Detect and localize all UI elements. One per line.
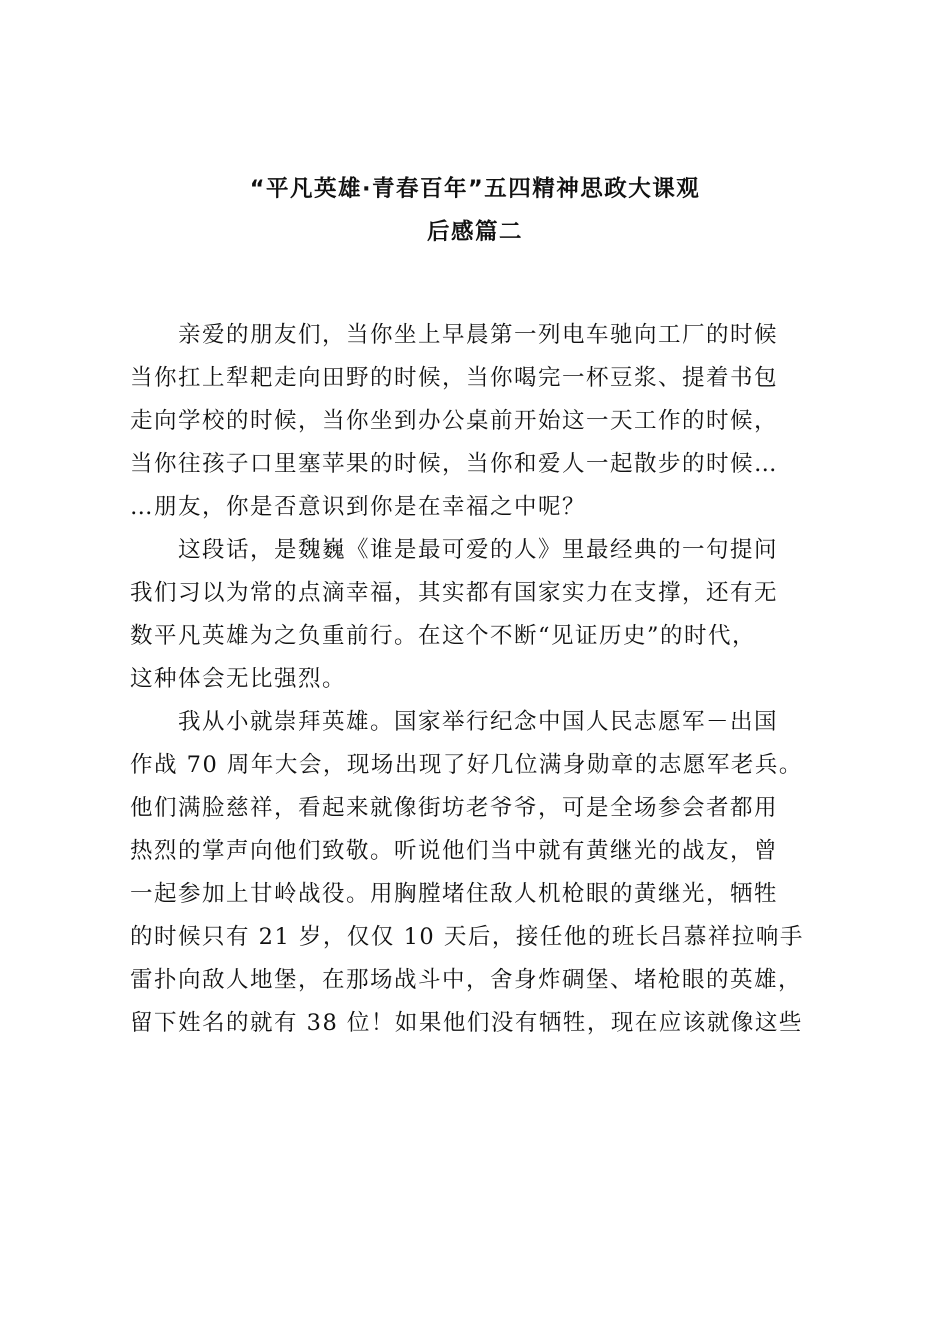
text-line: 雷扑向敌人地堡，在那场战斗中，舍身炸碉堡、堵枪眼的英雄， [130, 967, 803, 993]
text-line: 当你扛上犁耙走向田野的时候，当你喝完一杯豆浆、提着书包 [130, 365, 779, 391]
text-line: 作战 70 周年大会，现场出现了好几位满身勋章的志愿军老兵。 [130, 752, 803, 778]
text-line: 的时候只有 21 岁，仅仅 10 天后，接任他的班长吕慕祥拉响手 [130, 924, 804, 950]
text-line: 当你往孩子口里塞苹果的时候，当你和爱人一起散步的时候… [130, 451, 779, 477]
text-line: 一起参加上甘岭战役。用胸膛堵住敌人机枪眼的黄继光，牺牲 [130, 881, 779, 907]
text-line: …朋友，你是否意识到你是在幸福之中呢？ [130, 494, 587, 520]
title-line: “平凡英雄·青春百年”五四精神思政大课观 [249, 176, 701, 202]
text-line: 热烈的掌声向他们致敬。听说他们当中就有黄继光的战友，曾 [130, 838, 779, 864]
paragraph-1 [130, 314, 830, 529]
text-line: 我从小就崇拜英雄。国家举行纪念中国人民志愿军－出国 [178, 709, 779, 735]
text-line: 这种体会无比强烈。 [130, 666, 347, 692]
text-line: 留下姓名的就有 38 位！如果他们没有牺牲，现在应该就像这些 [130, 1010, 803, 1036]
text-line: 他们满脸慈祥，看起来就像街坊老爷爷，可是全场参会者都用 [130, 795, 779, 821]
text-line: 数平凡英雄为之负重前行。在这个不断“见证历史”的时代， [130, 623, 757, 649]
text-line: 我们习以为常的点滴幸福，其实都有国家实力在支撑，还有无 [130, 580, 779, 606]
text-line: 亲爱的朋友们，当你坐上早晨第一列电车驰向工厂的时候 [178, 322, 779, 348]
paragraph-3 [130, 701, 830, 1045]
title-line: 后感篇二 [426, 219, 523, 245]
paragraph-2 [130, 529, 830, 701]
document-body [130, 314, 830, 1045]
text-line: 走向学校的时候，当你坐到办公桌前开始这一天工作的时候， [130, 408, 779, 434]
document-title [110, 168, 840, 254]
text-line: 这段话，是魏巍《谁是最可爱的人》里最经典的一句提问 [178, 537, 779, 563]
